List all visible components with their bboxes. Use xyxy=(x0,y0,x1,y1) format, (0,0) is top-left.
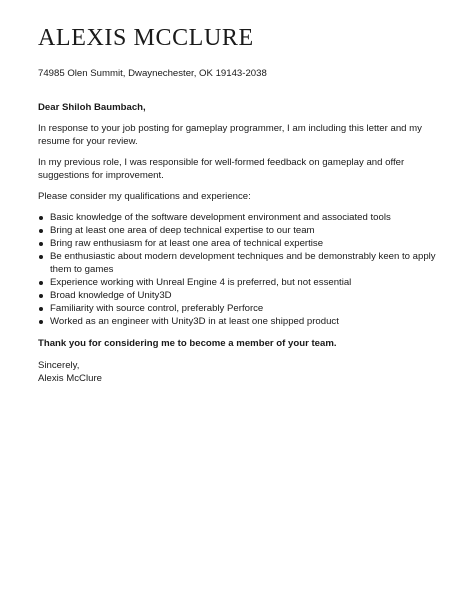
list-item-text: Be enthusiastic about modern development techniques and be demonstrably keen to apply them to games xyxy=(50,251,436,275)
list-item xyxy=(38,211,442,224)
bullet-icon xyxy=(39,307,43,311)
bullet-icon xyxy=(39,242,43,246)
qualifications-list xyxy=(38,211,442,328)
bullet-icon xyxy=(39,294,43,298)
greeting: Dear Shiloh Baumbach, xyxy=(38,102,146,113)
letter-body xyxy=(38,101,442,385)
list-item-text: Bring at least one area of deep technical expertise to our team xyxy=(50,225,315,236)
bullet-icon xyxy=(39,255,43,259)
list-item xyxy=(38,276,442,289)
list-item xyxy=(38,237,442,250)
signature-name: Alexis McClure xyxy=(38,373,102,384)
signoff: Sincerely, xyxy=(38,360,80,371)
list-item-text: Bring raw enthusiasm for at least one area of technical expertise xyxy=(50,238,324,249)
list-item xyxy=(38,289,442,302)
previous-role-paragraph: In my previous role, I was responsible for well-formed feedback on gameplay and offer suggestions for improvement. xyxy=(38,157,405,181)
list-item-text: Worked as an engineer with Unity3D in at least one shipped product xyxy=(50,316,339,327)
bullet-icon xyxy=(39,216,43,220)
list-item xyxy=(38,315,442,328)
list-item-text: Familiarity with source control, preferably Perforce xyxy=(50,303,264,314)
list-item xyxy=(38,302,442,315)
list-item xyxy=(38,224,442,237)
bullet-icon xyxy=(39,229,43,233)
list-item xyxy=(38,250,442,276)
bullet-icon xyxy=(39,320,43,324)
bullet-icon xyxy=(39,281,43,285)
cover-letter-page xyxy=(38,24,442,385)
thank-you-line: Thank you for considering me to become a member of your team. xyxy=(38,338,337,349)
applicant-name: ALEXIS MCCLURE xyxy=(38,25,254,51)
applicant-address: 74985 Olen Summit, Dwaynechester, OK 19143-2038 xyxy=(38,68,267,79)
intro-paragraph: In response to your job posting for gameplay programmer, I am including this letter and my resume for your review. xyxy=(38,123,422,147)
list-item-text: Basic knowledge of the software development environment and associated tools xyxy=(50,212,391,223)
qualifications-lead: Please consider my qualifications and experience: xyxy=(38,191,251,202)
list-item-text: Experience working with Unreal Engine 4 is preferred, but not essential xyxy=(50,277,352,288)
list-item-text: Broad knowledge of Unity3D xyxy=(50,290,172,301)
